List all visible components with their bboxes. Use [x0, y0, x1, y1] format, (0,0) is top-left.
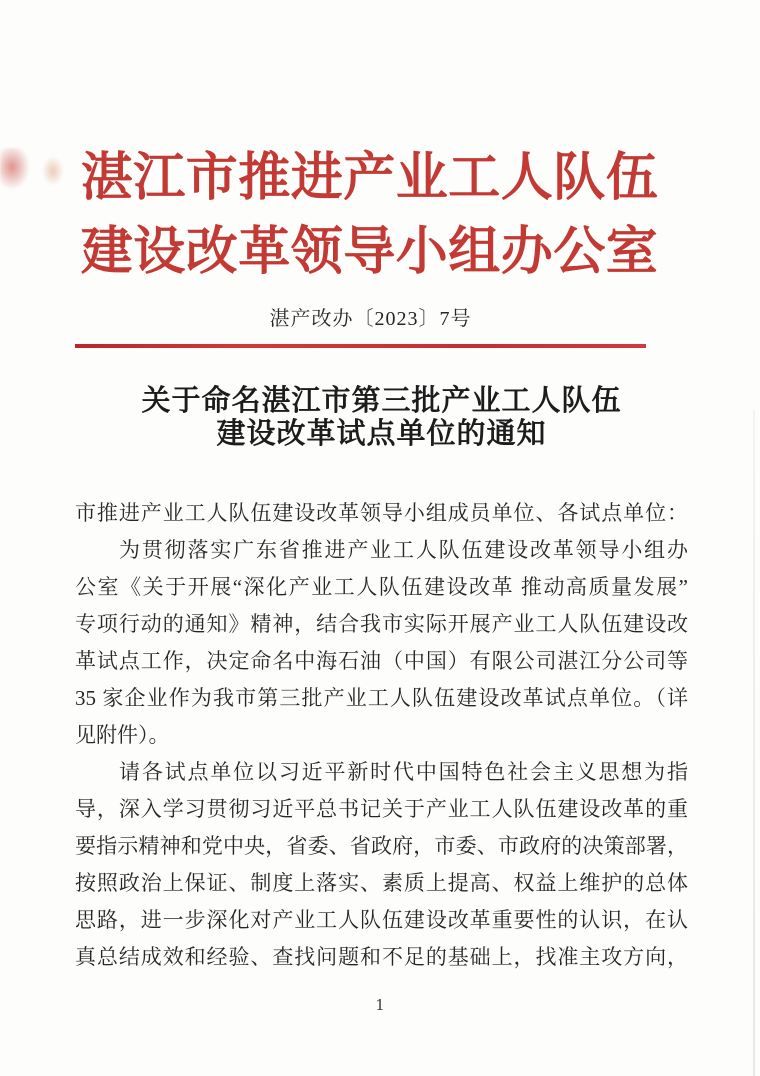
body-line: 革试点工作，决定命名中海石油（中国）有限公司湛江分公司等: [75, 649, 688, 673]
body-line: 专项行动的通知》精神，结合我市实际开展产业工人队伍建设改: [75, 612, 688, 636]
document-title-line2: 建设改革试点单位的通知: [216, 418, 547, 450]
issuer-title-line2: 建设改革领导小组办公室: [80, 224, 659, 281]
body-line: 35 家企业作为我市第三批产业工人队伍建设改革试点单位。（详: [75, 686, 688, 710]
document-body: [75, 495, 688, 976]
body-line: 真总结成效和经验、查找问题和不足的基础上，找准主攻方向，: [75, 945, 688, 969]
issuer-title-line1: 湛江市推进产业工人队伍: [80, 150, 659, 207]
body-line: 请各试点单位以习近平新时代中国特色社会主义思想为指: [119, 760, 688, 784]
scan-artifact: [42, 156, 64, 186]
body-line: 导，深入学习贯彻习近平总书记关于产业工人队伍建设改革的重: [75, 797, 688, 821]
salutation-line: 市推进产业工人队伍建设改革领导小组成员单位、各试点单位：: [75, 501, 688, 525]
document-title-line1: 关于命名湛江市第三批产业工人队伍: [141, 385, 622, 417]
red-divider-rule: [75, 344, 646, 348]
body-line: 要指示精神和党中央，省委、省政府，市委、市政府的决策部署，: [75, 834, 688, 858]
body-line: 见附件）。: [75, 723, 170, 747]
document-number: 湛产改办〔2023〕7号: [269, 308, 472, 330]
page-number: 1: [375, 996, 385, 1014]
body-line: 公室《关于开展“深化产业工人队伍建设改革 推动高质量发展”: [75, 575, 688, 599]
body-line: 思路，进一步深化对产业工人队伍建设改革重要性的认识，在认: [75, 908, 688, 932]
document-content: [75, 142, 688, 976]
scan-edge: [753, 410, 755, 1076]
issuer-title: [63, 142, 676, 290]
document-title: [75, 385, 688, 451]
body-line: 按照政治上保证、制度上落实、素质上提高、权益上维护的总体: [75, 871, 688, 895]
body-line: 为贯彻落实广东省推进产业工人队伍建设改革领导小组办: [119, 538, 688, 562]
scan-artifact: [0, 148, 30, 190]
